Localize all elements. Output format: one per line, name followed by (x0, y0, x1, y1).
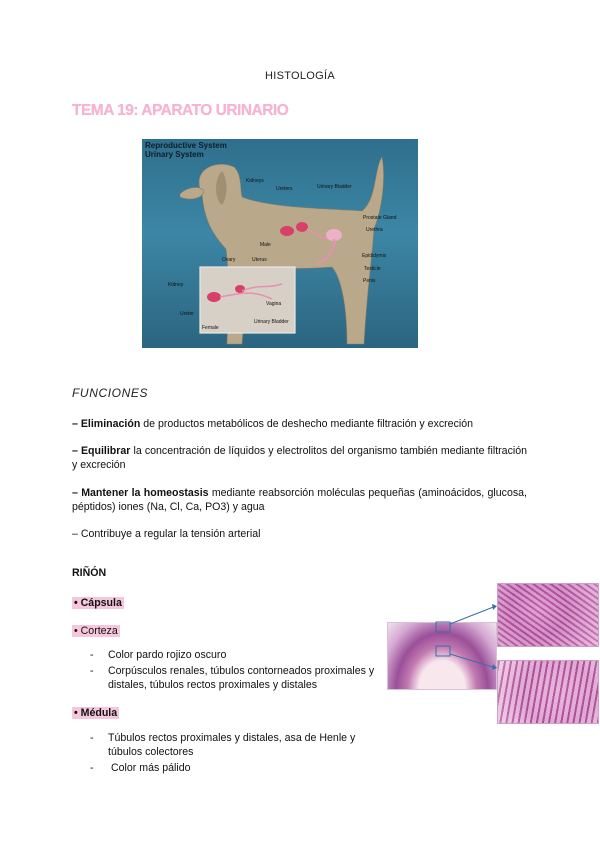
list-dash: - (90, 649, 94, 661)
page-header: HISTOLOGÍA (264, 70, 336, 82)
label-vagina: Vagina (266, 301, 282, 307)
rinon-title: RIÑÓN (72, 567, 107, 579)
funcion-item-4 (72, 527, 527, 541)
funciones-title: FUNCIONES (72, 386, 149, 400)
medula-list-item (90, 761, 390, 775)
label-epididymis: Epididymis (362, 253, 387, 259)
medula-item-2: Color más pálido (111, 762, 191, 774)
funcion-item-3-text: mediante reabsorción moléculas pequeñas (aminoácidos, glucosa, péptidos) iones (Na, Cl, Ca, PO3) y agua (72, 487, 527, 513)
corteza-item-1: Color pardo rojizo oscuro (108, 649, 227, 661)
funcion-item-2 (72, 444, 527, 472)
list-dash: - (90, 762, 94, 774)
medula-heading (72, 703, 119, 721)
figure-title-line2: Urinary System (145, 150, 204, 159)
label-urinary-bladder: Urinary Bladder (317, 184, 352, 190)
list-dash: - (90, 732, 94, 744)
label-male: Male (260, 242, 271, 248)
label-uterus: Uterus (252, 257, 267, 263)
funcion-item-3-bold: – Mantener la homeostasis (72, 487, 209, 499)
funcion-item-1-bold: – Eliminación (72, 418, 141, 430)
label-prostate-gland: Prostate Gland (363, 215, 397, 221)
label-female: Female (202, 325, 219, 331)
funcion-item-3 (72, 486, 527, 514)
label-testicle: Testicle (364, 266, 381, 272)
dog-anatomy-figure (142, 139, 418, 348)
topic-title: TEMA 19: APARATO URINARIO (72, 102, 289, 119)
label-kidney: Kidney (168, 282, 184, 288)
label-penis: Penis (363, 278, 376, 284)
medula-list (90, 731, 390, 775)
capsula-label: • Cápsula (74, 597, 122, 609)
medula-list-item (90, 731, 378, 759)
label-ureter: Ureter (180, 311, 194, 317)
funcion-item-1-text: de productos metabólicos de deshecho mediante filtración y excreción (140, 418, 474, 430)
label-urethra: Urethra (366, 227, 383, 233)
funcion-item-4-text: – Contribuye a regular la tensión arterial (72, 528, 261, 540)
medula-label: • Médula (74, 707, 118, 719)
capsula-heading (72, 593, 124, 611)
label-kidneys: Kidneys (246, 178, 264, 184)
zoom-connector-arrows (430, 598, 505, 688)
list-dash: - (90, 665, 94, 677)
corteza-list-item (90, 648, 390, 662)
corteza-item-2: Corpúsculos renales, túbulos contorneados proximales y distales, túbulos rectos proximales y distales (108, 665, 375, 691)
corteza-list-item (90, 664, 398, 692)
label-ureters: Ureters (276, 186, 293, 192)
corteza-list (90, 648, 390, 692)
kidney-histology-medulla-zoom (497, 660, 599, 724)
funcion-item-1 (72, 417, 527, 431)
medula-item-1: Túbulos rectos proximales y distales, asa de Henle y túbulos colectores (108, 732, 356, 758)
label-ovary: Ovary (222, 257, 236, 263)
label-urinary-bladder-2: Urinary Bladder (254, 319, 289, 325)
kidney-histology-cortex-zoom (497, 583, 599, 647)
figure-title-line1: Reproductive System (145, 141, 227, 150)
corteza-heading (72, 621, 120, 639)
corteza-label: • Corteza (74, 625, 118, 637)
funcion-item-2-bold: – Equilibrar (72, 445, 131, 457)
funcion-item-2-text: la concentración de líquidos y electrolitos del organismo también mediante filtración y excreción (72, 445, 528, 471)
